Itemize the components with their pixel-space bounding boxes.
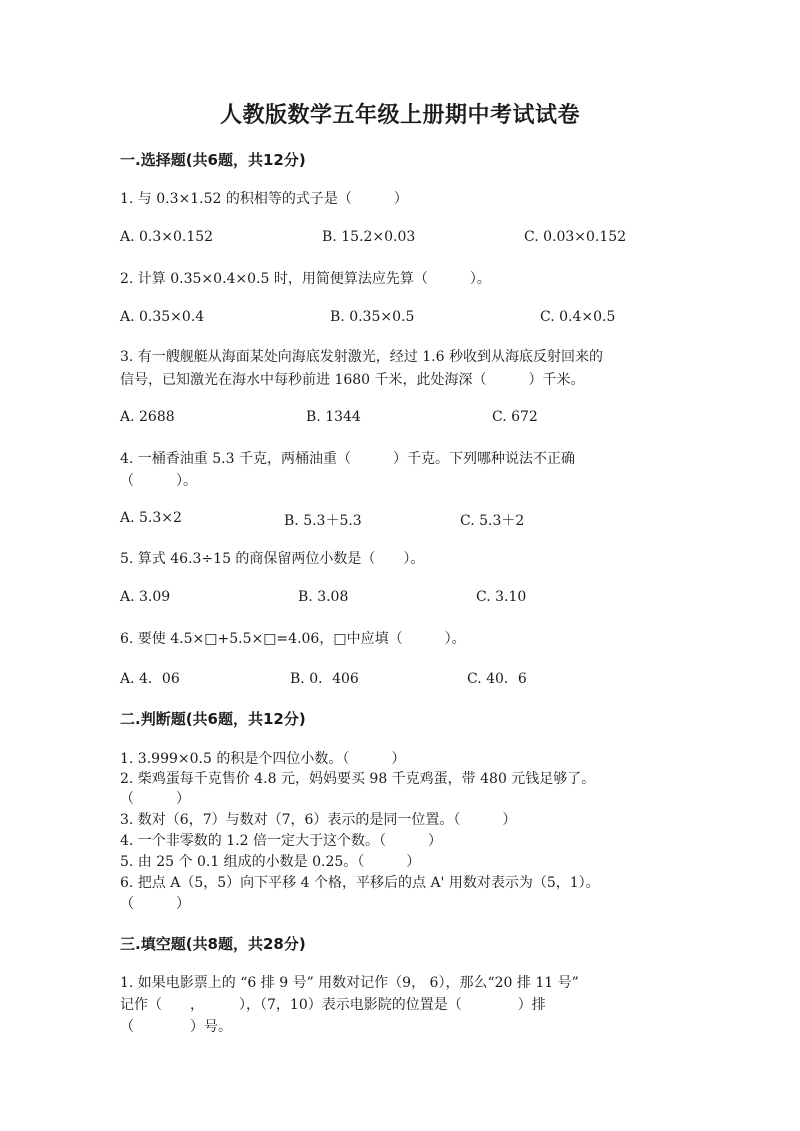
question-line: （ ）号。 [120,1019,232,1035]
question-text: 4. 一桶香油重 5.3 千克，两桶油重（ ）千克。下列哪种说法不正确 [120,451,575,467]
option-c: C. 0.03×0.152 [524,229,627,245]
statement-line: （ ） [120,791,190,807]
option-a: A. 5.3×2 [120,510,182,526]
section-heading-fill-blank: 三.填空题(共8题，共28分) [120,935,306,953]
statement-line: 4. 一个非零数的 1.2 倍一定大于这个数。（ ） [120,833,442,849]
question-line: 记作（ ， ），（7，10）表示电影院的位置是（ ）排 [120,997,546,1013]
statement-line: 6. 把点 A（5，5）向下平移 4 个格，平移后的点 A' 用数对表示为（5，1）。 [120,875,600,891]
question-text: （ ）。 [120,473,197,489]
option-c: C. 0.4×0.5 [540,309,616,325]
statement-line: 3. 数对（6，7）与数对（7，6）表示的是同一位置。（ ） [120,812,517,828]
option-b: B. 0.35×0.5 [330,309,415,325]
option-a: A. 3.09 [120,589,171,605]
statement-line: 2. 柴鸡蛋每千克售价 4.8 元，妈妈要买 98 千克鸡蛋，带 480 元钱足够了。 [120,771,596,787]
question-text: 3. 有一艘舰艇从海面某处向海底发射激光，经过 1.6 秒收到从海底反射回来的 [120,349,603,365]
option-c: C. 40．6 [467,671,527,687]
option-a: A. 0.35×0.4 [120,309,205,325]
question-line: 1. 如果电影票上的 “6 排 9 号” 用数对记作（9， 6），那么“20 排 11 号” [120,975,579,991]
option-b: B. 3.08 [298,589,349,605]
option-c: C. 5.3＋2 [460,513,525,529]
option-a: A. 0.3×0.152 [120,229,214,245]
section-heading-choice: 一.选择题(共6题，共12分) [120,151,306,169]
option-b: B. 1344 [306,409,361,425]
section-heading-judgement: 二.判断题(共6题，共12分) [120,710,306,728]
option-a: A. 2688 [120,409,175,425]
statement-line: 5. 由 25 个 0.1 组成的小数是 0.25。（ ） [120,854,421,870]
page-title: 人教版数学五年级上册期中考试试卷 [219,103,580,128]
option-b: B. 15.2×0.03 [322,229,416,245]
option-b: B. 5.3＋5.3 [284,513,362,529]
option-a: A. 4．06 [120,671,180,687]
statement-line: （ ） [120,896,190,912]
question-text: 1. 与 0.3×1.52 的积相等的式子是（ ） [120,191,408,207]
option-c: C. 3.10 [476,589,527,605]
question-text: 信号，已知激光在海水中每秒前进 1680 千米，此处海深（ ）千米。 [120,372,585,388]
question-text: 5. 算式 46.3÷15 的商保留两位小数是（ ）。 [120,551,425,567]
question-text: 2. 计算 0.35×0.4×0.5 时，用简便算法应先算（ ）。 [120,271,491,287]
question-text: 6. 要使 4.5×□+5.5×□=4.06，□中应填（ ）。 [120,631,466,647]
statement-line: 1. 3.999×0.5 的积是个四位小数。（ ） [120,751,406,767]
option-c: C. 672 [492,409,538,425]
option-b: B. 0．406 [290,671,359,687]
